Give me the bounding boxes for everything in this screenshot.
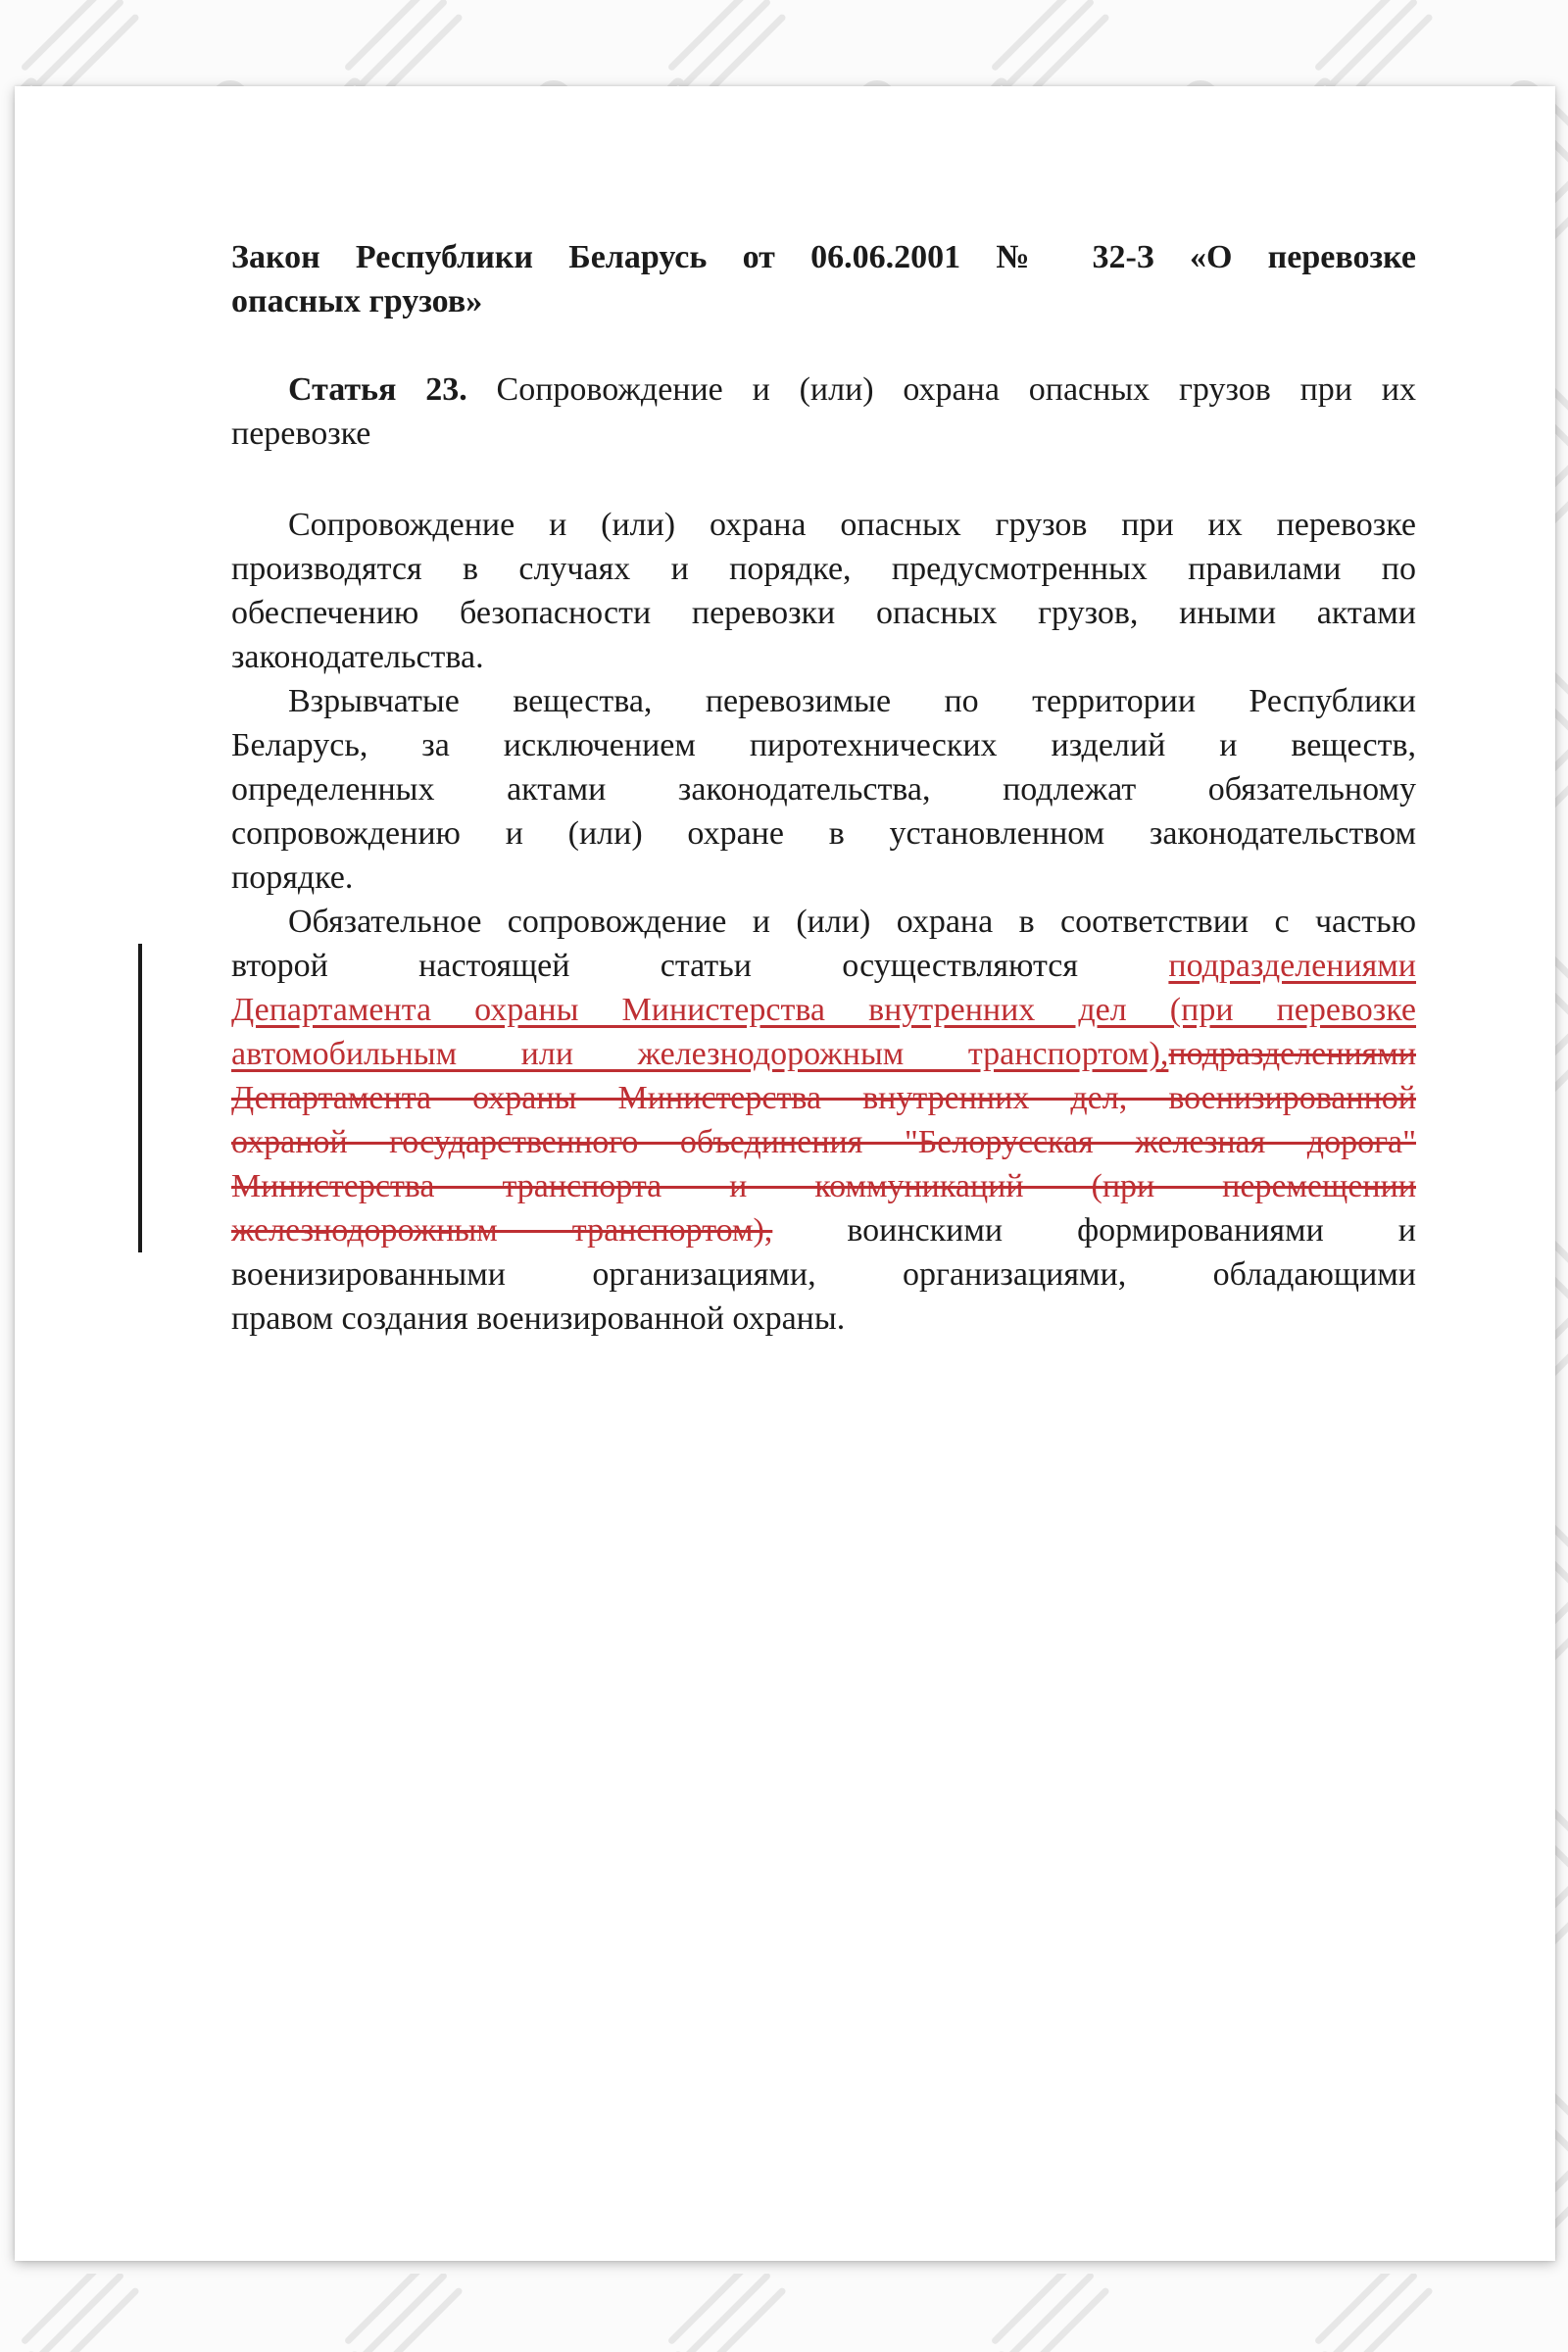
text-line	[231, 368, 1416, 412]
inserted-text: Департамента охраны Министерства внутренних дел (при перевозке	[231, 992, 1416, 1028]
text-run: порядке.	[231, 859, 354, 896]
text-line	[231, 503, 1416, 547]
text-line	[231, 635, 1416, 679]
paragraph-1	[231, 503, 1416, 679]
text-line	[231, 1297, 1416, 1341]
text-run: производятся в случаях и порядке, предусмотренных правилами по	[231, 551, 1416, 587]
text-line	[231, 235, 1416, 279]
text-line	[231, 856, 1416, 900]
text-run: законодательства.	[231, 639, 484, 675]
bold-text-run: Статья 23.	[288, 371, 467, 408]
text-run: сопровождению и (или) охране в установленном законодательством	[231, 815, 1416, 852]
text-line	[231, 988, 1416, 1032]
text-run: правом создания военизированной охраны.	[231, 1300, 846, 1337]
text-line	[231, 1208, 1416, 1252]
text-line	[231, 1076, 1416, 1120]
text-run: Взрывчатые вещества, перевозимые по территории Республики	[288, 683, 1416, 719]
deleted-text: железнодорожным транспортом),	[231, 1212, 773, 1249]
text-line	[231, 1120, 1416, 1164]
text-run: военизированными организациями, организациями, обладающими	[231, 1256, 1416, 1293]
bold-text-run: Закон Республики Беларусь от 06.06.2001 № 32-З «О перевозке	[231, 239, 1416, 275]
text-line	[231, 767, 1416, 811]
bold-text-run: опасных грузов»	[231, 283, 483, 319]
deleted-text: подразделениями	[1168, 1036, 1416, 1072]
paragraph-3	[231, 900, 1416, 1341]
text-run: Беларусь, за исключением пиротехнических изделий и веществ,	[231, 727, 1416, 763]
text-run: Сопровождение и (или) охрана опасных грузов при их	[466, 371, 1416, 408]
text-line	[231, 1252, 1416, 1297]
text-run: Сопровождение и (или) охрана опасных грузов при их перевозке	[288, 507, 1416, 543]
text-line	[231, 279, 1416, 323]
article-heading	[231, 368, 1416, 456]
deleted-text: охраной государственного объединения "Белорусская железная дорога"	[231, 1124, 1416, 1160]
text-line	[231, 547, 1416, 591]
deleted-text: Департамента охраны Министерства внутренних дел, военизированной	[231, 1080, 1416, 1116]
text-line	[231, 679, 1416, 723]
text-line	[231, 723, 1416, 767]
text-line	[231, 412, 1416, 456]
text-line	[231, 900, 1416, 944]
text-line	[231, 811, 1416, 856]
document-content	[231, 235, 1416, 1341]
text-line	[231, 1032, 1416, 1076]
deleted-text: Министерства транспорта и коммуникаций (при перемещении	[231, 1168, 1416, 1204]
law-title	[231, 235, 1416, 323]
text-run: воинскими формированиями и	[772, 1212, 1416, 1249]
change-bar	[138, 944, 142, 1252]
text-line	[231, 591, 1416, 635]
paragraph-2	[231, 679, 1416, 900]
text-run: определенных актами законодательства, подлежат обязательному	[231, 771, 1416, 808]
text-line	[231, 1164, 1416, 1208]
text-line	[231, 944, 1416, 988]
text-run: второй настоящей статьи осуществляются	[231, 948, 1169, 984]
text-run: перевозке	[231, 416, 371, 452]
text-run: Обязательное сопровождение и (или) охрана в соответствии с частью	[288, 904, 1416, 940]
inserted-text: подразделениями	[1168, 948, 1416, 984]
inserted-text: автомобильным или железнодорожным транспортом),	[231, 1036, 1169, 1072]
text-run: обеспечению безопасности перевозки опасных грузов, иными актами	[231, 595, 1416, 631]
document-page	[15, 86, 1555, 2261]
